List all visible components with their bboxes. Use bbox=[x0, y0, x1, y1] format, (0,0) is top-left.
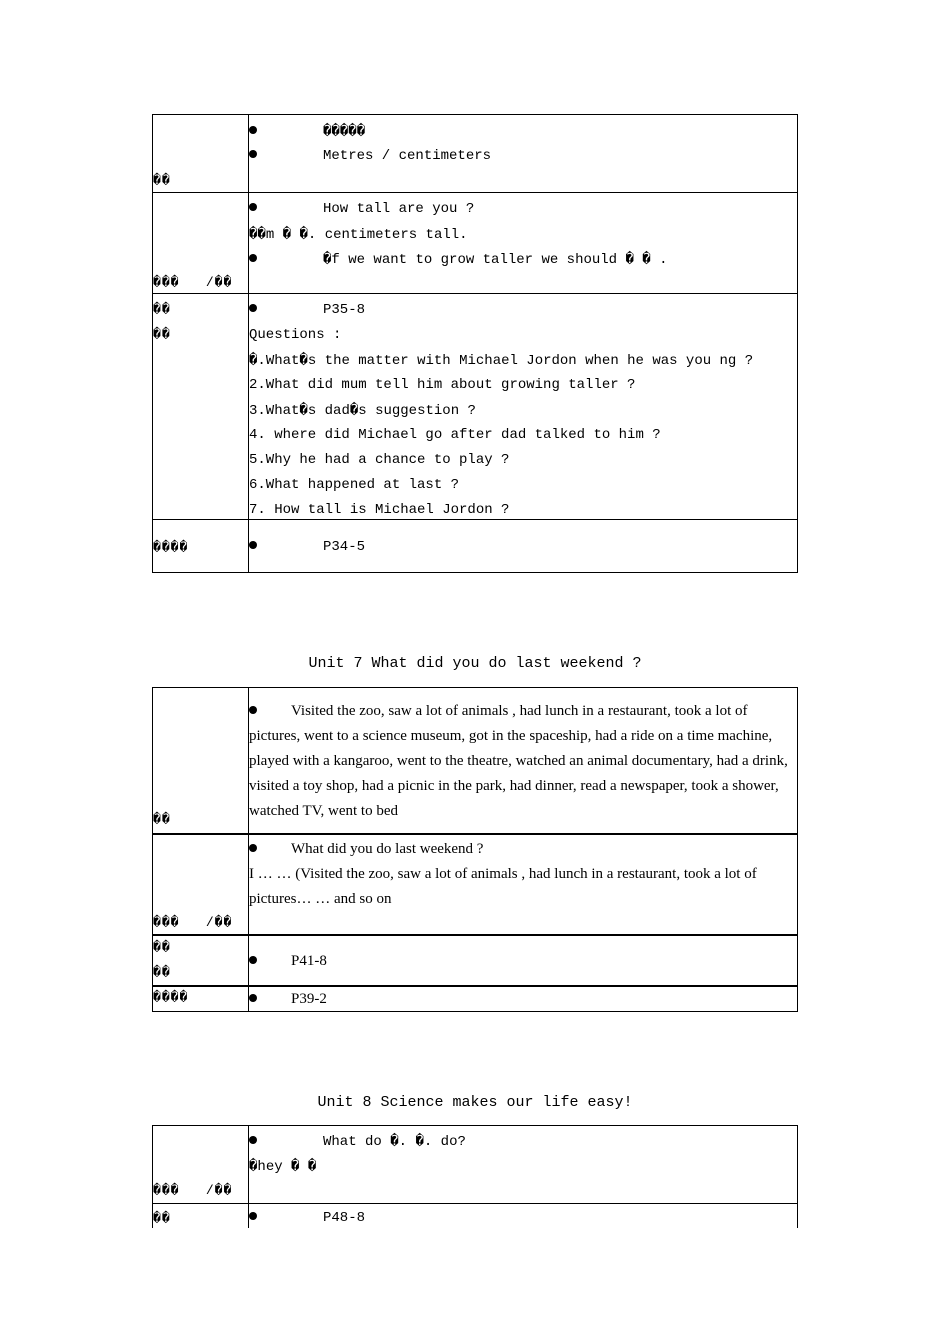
row-content-cell bbox=[249, 1204, 797, 1228]
row-label: ���� bbox=[153, 990, 189, 1005]
list-item: ��m � �. centimeters tall. bbox=[249, 227, 468, 243]
table-row-exercises bbox=[153, 934, 797, 985]
unit7-title: Unit 7 What did you do last weekend ? bbox=[308, 655, 642, 672]
row-label: �� bbox=[153, 965, 171, 980]
list-item bbox=[249, 949, 791, 974]
bullet-icon bbox=[249, 254, 257, 262]
table-row-exercises bbox=[153, 293, 797, 519]
list-item bbox=[249, 987, 791, 1012]
table-row-sentences bbox=[153, 833, 797, 934]
item-text: P34-5 bbox=[323, 539, 366, 555]
row-content-cell bbox=[249, 115, 797, 192]
sentence-paragraph: I … … (Visited the zoo, saw a lot of animals , had lunch in a restaurant, took a lot of pictures… … and so on bbox=[249, 866, 757, 907]
table-row-sentences bbox=[153, 192, 797, 293]
bullet-icon bbox=[249, 994, 257, 1002]
list-item bbox=[249, 251, 668, 268]
row-label-cell bbox=[153, 1126, 249, 1203]
bullet-icon bbox=[249, 304, 257, 312]
list-item bbox=[249, 1210, 365, 1226]
row-content-cell bbox=[249, 936, 797, 985]
row-label: �� bbox=[153, 940, 171, 955]
table-row-vocabulary bbox=[153, 115, 797, 192]
row-content-cell bbox=[249, 987, 797, 1011]
row-label: ��� /�� bbox=[153, 1183, 233, 1198]
item-text: How tall are you ? bbox=[323, 201, 475, 217]
question-item: 2.What did mum tell him about growing taller ? bbox=[249, 377, 636, 393]
row-label-cell bbox=[153, 115, 249, 192]
item-text: What do �. �. do? bbox=[323, 1134, 466, 1150]
item-text: P39-2 bbox=[291, 991, 327, 1007]
row-content-cell bbox=[249, 1126, 797, 1203]
row-label: ��� /�� bbox=[153, 275, 233, 290]
row-content-cell bbox=[249, 294, 797, 519]
question-item: 7. How tall is Michael Jordon ? bbox=[249, 502, 510, 518]
bullet-icon bbox=[249, 844, 257, 852]
bullet-icon bbox=[249, 541, 257, 549]
item-text: P48-8 bbox=[323, 1210, 366, 1226]
row-content-cell bbox=[249, 835, 797, 934]
table-row-homework bbox=[153, 519, 797, 572]
row-content-cell bbox=[249, 193, 797, 293]
item-text: �f we want to grow taller we should � � . bbox=[323, 252, 668, 268]
bullet-icon bbox=[249, 1136, 257, 1144]
row-label: �� bbox=[153, 1211, 171, 1226]
list-item bbox=[249, 148, 491, 164]
item-text: What did you do last weekend ? bbox=[291, 841, 484, 857]
item-text: P35-8 bbox=[323, 302, 366, 318]
row-label: �� bbox=[153, 173, 171, 188]
list-item bbox=[249, 1133, 466, 1150]
table-row-vocabulary bbox=[153, 688, 797, 833]
table-row-sentences bbox=[153, 1126, 797, 1203]
row-label-cell bbox=[153, 520, 249, 572]
row-label-cell bbox=[153, 294, 249, 519]
question-item: 6.What happened at last ? bbox=[249, 477, 460, 493]
bullet-icon bbox=[249, 956, 257, 964]
bullet-icon bbox=[249, 1212, 257, 1220]
row-label: �� bbox=[153, 327, 171, 342]
row-label: ��� /�� bbox=[153, 915, 233, 930]
question-item: 4. where did Michael go after dad talked to him ? bbox=[249, 427, 661, 443]
table-unit7 bbox=[152, 687, 798, 1012]
table-unit8 bbox=[152, 1125, 798, 1228]
list-item bbox=[249, 837, 791, 862]
list-item bbox=[249, 123, 365, 140]
row-content-cell bbox=[249, 520, 797, 572]
list-item bbox=[249, 539, 365, 555]
bullet-icon bbox=[249, 126, 257, 134]
row-label-cell bbox=[153, 688, 249, 833]
paragraph-text: Visited the zoo, saw a lot of animals , had lunch in a restaurant, took a lot of pictures, went to a science museum, got in the spaceship, had a ride on a time machine, played with a kangaroo, went to the theatre, watched an animal documentary, had a drink, visited a toy shop, had a picnic in the park, had dinner, read a newspaper, took a shower, watched TV, went to bed bbox=[249, 703, 788, 819]
row-label-cell bbox=[153, 936, 249, 985]
vocabulary-paragraph bbox=[249, 699, 791, 824]
bullet-icon bbox=[249, 706, 257, 714]
table-unit6-continued bbox=[152, 114, 798, 573]
unit8-title: Unit 8 Science makes our life easy! bbox=[317, 1094, 633, 1111]
question-item: �.What�s the matter with Michael Jordon when he was you ng ? bbox=[249, 353, 754, 369]
row-label-cell bbox=[153, 987, 249, 1011]
item-text: ����� bbox=[323, 124, 366, 140]
row-label: ���� bbox=[153, 540, 189, 555]
row-label: �� bbox=[153, 812, 171, 827]
list-item bbox=[249, 302, 365, 318]
item-text: P41-8 bbox=[291, 953, 327, 969]
bullet-icon bbox=[249, 203, 257, 211]
question-item: 5.Why he had a chance to play ? bbox=[249, 452, 510, 468]
questions-heading: Questions : bbox=[249, 327, 342, 343]
list-item bbox=[249, 201, 474, 217]
table-row-exercises bbox=[153, 1203, 797, 1228]
table-row-homework bbox=[153, 985, 797, 1011]
row-content-cell bbox=[249, 688, 797, 833]
bullet-icon bbox=[249, 150, 257, 158]
list-item: �hey � � bbox=[249, 1159, 317, 1175]
item-text: Metres / centimeters bbox=[323, 148, 492, 164]
row-label-cell bbox=[153, 835, 249, 934]
row-label: �� bbox=[153, 302, 171, 317]
row-label-cell bbox=[153, 1204, 249, 1228]
question-item: 3.What�s dad�s suggestion ? bbox=[249, 403, 476, 419]
row-label-cell bbox=[153, 193, 249, 293]
